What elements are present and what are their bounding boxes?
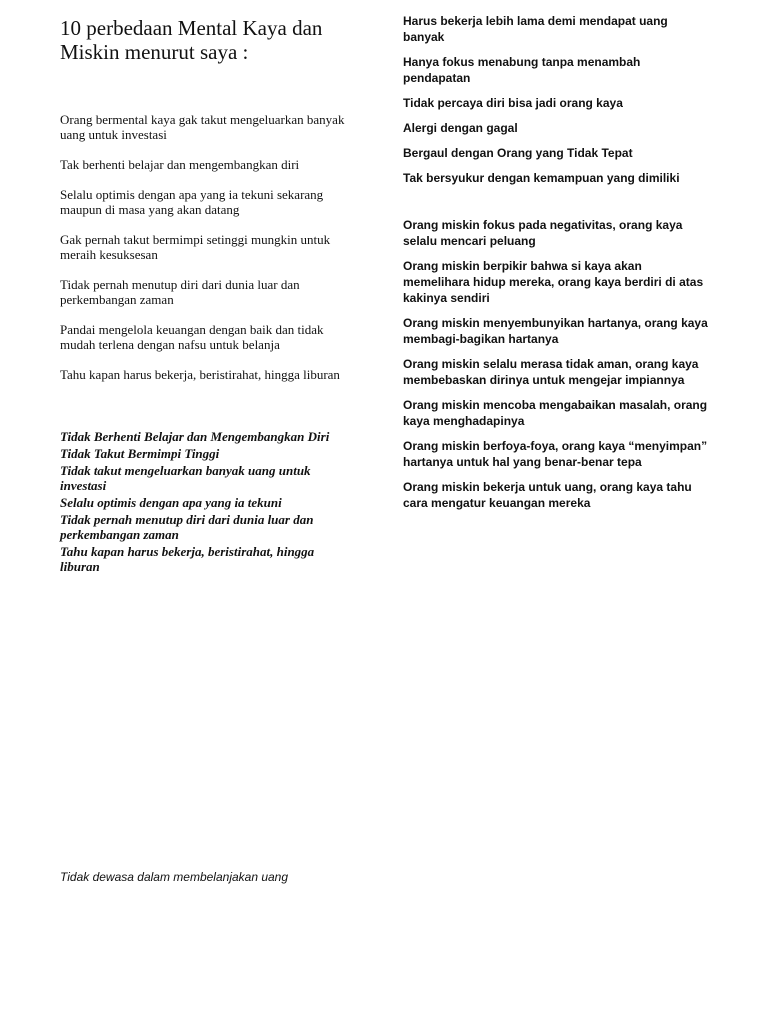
left-points-list [60,112,360,397]
right-points-list-a [403,13,703,195]
list-item: Tidak takut mengeluarkan banyak uang untuk investasi [60,463,311,493]
list-item: Tak bersyukur dengan kemampuan yang dimiliki [403,171,680,185]
list-item: Alergi dengan gagal [403,121,518,135]
list-item: Bergaul dengan Orang yang Tidak Tepat [403,146,633,160]
list-item: Orang miskin berpikir bahwa si kaya akan memelihara hidup mereka, orang kaya berdiri di atas kakinya sendiri [403,259,704,305]
list-item: Selalu optimis dengan apa yang ia tekuni sekarang maupun di masa yang akan datang [60,187,324,217]
list-item: Gak pernah takut bermimpi setinggi mungkin untuk meraih kesuksesan [60,232,331,262]
list-item: Tidak Takut Bermimpi Tinggi [60,446,220,461]
list-item: Tidak Berhenti Belajar dan Mengembangkan Diri [60,429,330,444]
right-points-list-b [403,217,708,520]
list-item: Tidak percaya diri bisa jadi orang kaya [403,96,623,110]
list-item: Orang miskin selalu merasa tidak aman, orang kaya membebaskan dirinya untuk mengejar impiannya [403,357,699,387]
list-item: Orang bermental kaya gak takut mengeluarkan banyak uang untuk investasi [60,112,345,142]
list-item: Tidak pernah menutup diri dari dunia luar dan perkembangan zaman [60,512,314,542]
list-item: Orang miskin menyembunyikan hartanya, orang kaya membagi-bagikan hartanya [403,316,708,346]
footer-note: Tidak dewasa dalam membelanjakan uang [60,870,289,884]
list-item: Pandai mengelola keuangan dengan baik dan tidak mudah terlena dengan nafsu untuk belanja [60,322,324,352]
list-item: Orang miskin berfoya-foya, orang kaya “menyimpan” hartanya untuk hal yang benar-benar tepa [403,439,708,469]
list-item: Selalu optimis dengan apa yang ia tekuni [60,495,282,510]
list-item: Tidak pernah menutup diri dari dunia luar dan perkembangan zaman [60,277,300,307]
italic-points-list [60,429,350,576]
list-item: Tahu kapan harus bekerja, beristirahat, hingga liburan [60,544,315,574]
list-item: Tahu kapan harus bekerja, beristirahat, hingga liburan [60,367,340,382]
list-item: Orang miskin mencoba mengabaikan masalah, orang kaya menghadapinya [403,398,708,428]
list-item: Tak berhenti belajar dan mengembangkan diri [60,157,300,172]
document-title: 10 perbedaan Mental Kaya dan Miskin menurut saya : [60,16,323,64]
list-item: Orang miskin bekerja untuk uang, orang kaya tahu cara mengatur keuangan mereka [403,480,692,510]
list-item: Harus bekerja lebih lama demi mendapat uang banyak [403,14,668,44]
list-item: Hanya fokus menabung tanpa menambah pendapatan [403,55,641,85]
list-item: Orang miskin fokus pada negativitas, orang kaya selalu mencari peluang [403,218,683,248]
